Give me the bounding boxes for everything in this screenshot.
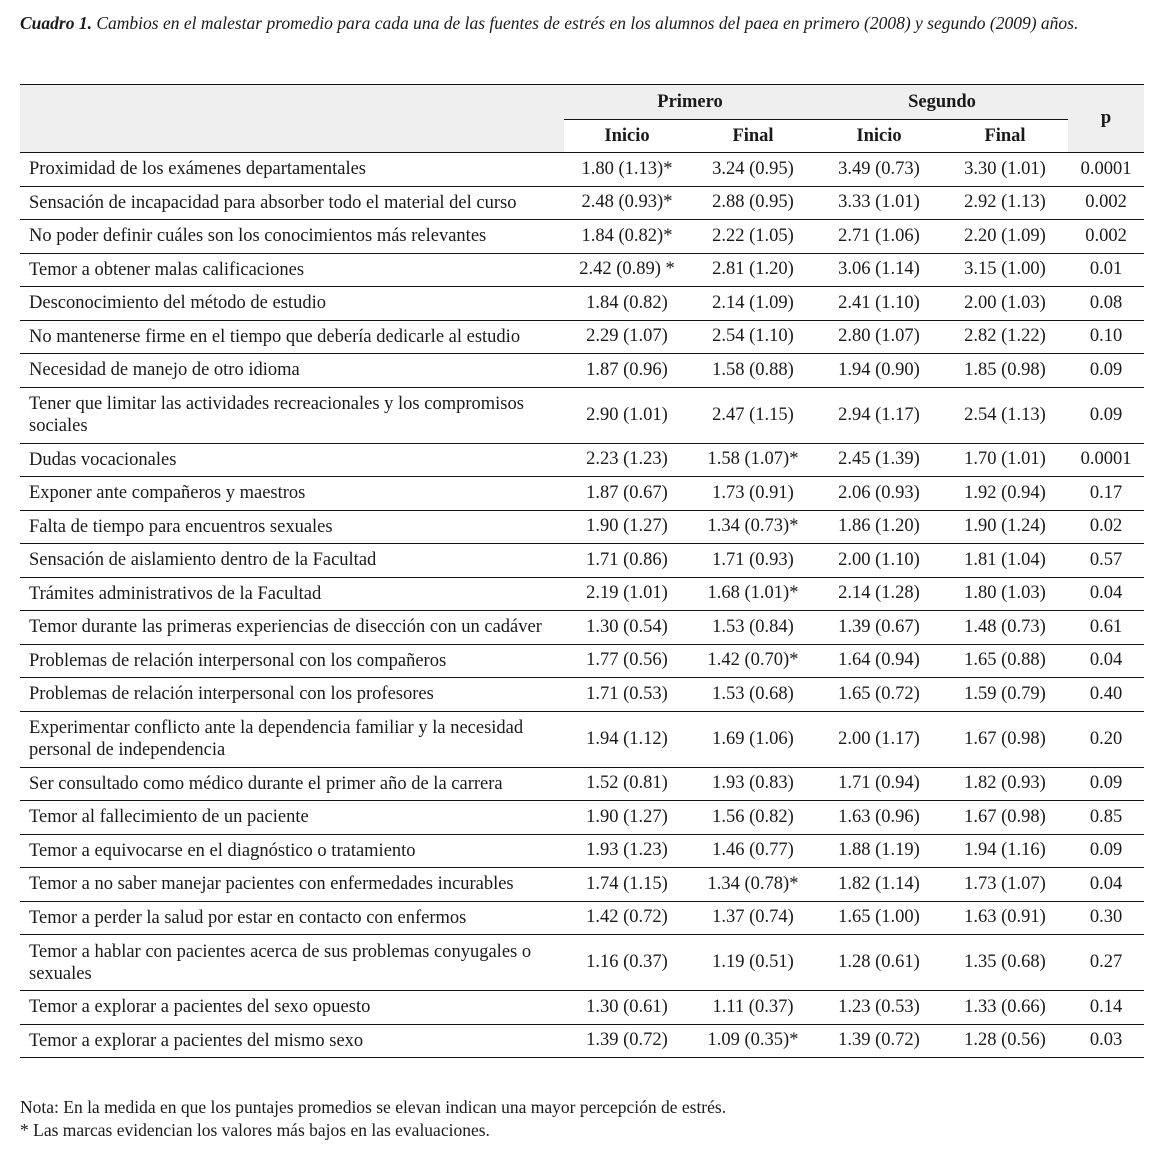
caption-text: Cambios en el malestar promedio para cada una de las fuentes de estrés en los alumnos del paea en primero (2008) y segundo (2009) años. (96, 13, 1079, 33)
cell-p-value: 0.02 (1068, 510, 1144, 544)
cell-primero-inicio: 2.29 (1.07) (564, 320, 690, 354)
table-row (20, 767, 1144, 801)
cell-primero-inicio: 1.84 (0.82)* (564, 220, 690, 254)
cell-segundo-inicio: 1.64 (0.94) (816, 644, 942, 678)
cell-segundo-inicio: 1.94 (0.90) (816, 354, 942, 388)
cell-segundo-final: 1.81 (1.04) (942, 544, 1068, 578)
cell-segundo-inicio: 1.39 (0.67) (816, 611, 942, 645)
row-label: Temor a hablar con pacientes acerca de sus problemas conyugales o sexuales (20, 935, 564, 991)
cell-p-value: 0.04 (1068, 644, 1144, 678)
cell-segundo-inicio: 3.33 (1.01) (816, 186, 942, 220)
table-row (20, 577, 1144, 611)
table-row (20, 544, 1144, 578)
cell-primero-final: 1.73 (0.91) (690, 477, 816, 511)
cell-p-value: 0.03 (1068, 1024, 1144, 1058)
cell-primero-final: 1.42 (0.70)* (690, 644, 816, 678)
cell-p-value: 0.09 (1068, 834, 1144, 868)
cell-segundo-final: 1.90 (1.24) (942, 510, 1068, 544)
cell-primero-inicio: 1.16 (0.37) (564, 935, 690, 991)
row-label: Falta de tiempo para encuentros sexuales (20, 510, 564, 544)
cell-p-value: 0.61 (1068, 611, 1144, 645)
table-row (20, 354, 1144, 388)
table-row (20, 901, 1144, 935)
header-blank (20, 85, 564, 153)
row-label: Ser consultado como médico durante el primer año de la carrera (20, 767, 564, 801)
cell-primero-inicio: 1.87 (0.96) (564, 354, 690, 388)
row-label: Temor a explorar a pacientes del mismo sexo (20, 1024, 564, 1058)
cell-p-value: 0.85 (1068, 801, 1144, 835)
cell-primero-inicio: 1.84 (0.82) (564, 287, 690, 321)
cell-primero-final: 1.34 (0.78)* (690, 868, 816, 902)
cell-segundo-final: 1.63 (0.91) (942, 901, 1068, 935)
cell-primero-inicio: 1.71 (0.53) (564, 678, 690, 712)
cell-segundo-inicio: 2.00 (1.17) (816, 711, 942, 767)
cell-segundo-inicio: 2.94 (1.17) (816, 387, 942, 443)
header-primero-final: Final (690, 120, 816, 153)
cell-segundo-final: 3.30 (1.01) (942, 153, 1068, 187)
cell-p-value: 0.17 (1068, 477, 1144, 511)
table-row (20, 477, 1144, 511)
cell-primero-final: 1.58 (0.88) (690, 354, 816, 388)
note-explanation: Nota: En la medida en que los puntajes promedios se elevan indican una mayor percepción de estrés. (20, 1097, 727, 1117)
cell-primero-inicio: 1.87 (0.67) (564, 477, 690, 511)
cell-primero-inicio: 2.48 (0.93)* (564, 186, 690, 220)
table-row (20, 443, 1144, 477)
cell-primero-final: 1.09 (0.35)* (690, 1024, 816, 1058)
cell-primero-final: 1.53 (0.68) (690, 678, 816, 712)
cell-p-value: 0.09 (1068, 387, 1144, 443)
cell-p-value: 0.01 (1068, 253, 1144, 287)
cell-primero-final: 2.54 (1.10) (690, 320, 816, 354)
cell-segundo-inicio: 2.80 (1.07) (816, 320, 942, 354)
cell-segundo-inicio: 1.63 (0.96) (816, 801, 942, 835)
cell-primero-final: 1.11 (0.37) (690, 991, 816, 1025)
cell-primero-final: 1.34 (0.73)* (690, 510, 816, 544)
table-row (20, 387, 1144, 443)
cell-primero-inicio: 2.42 (0.89) * (564, 253, 690, 287)
cell-segundo-final: 3.15 (1.00) (942, 253, 1068, 287)
cell-primero-inicio: 1.80 (1.13)* (564, 153, 690, 187)
table-row (20, 868, 1144, 902)
table-row (20, 834, 1144, 868)
row-label: No mantenerse firme en el tiempo que debería dedicarle al estudio (20, 320, 564, 354)
cell-segundo-inicio: 1.23 (0.53) (816, 991, 942, 1025)
cell-primero-inicio: 2.90 (1.01) (564, 387, 690, 443)
cell-segundo-final: 1.59 (0.79) (942, 678, 1068, 712)
cell-segundo-final: 1.48 (0.73) (942, 611, 1068, 645)
cell-primero-inicio: 2.19 (1.01) (564, 577, 690, 611)
cell-primero-inicio: 1.39 (0.72) (564, 1024, 690, 1058)
row-label: Sensación de incapacidad para absorber todo el material del curso (20, 186, 564, 220)
table-row (20, 801, 1144, 835)
row-label: Temor a no saber manejar pacientes con enfermedades incurables (20, 868, 564, 902)
table-row (20, 991, 1144, 1025)
cell-p-value: 0.002 (1068, 186, 1144, 220)
caption-label: Cuadro 1. (20, 13, 92, 33)
stress-sources-table (20, 84, 1144, 1058)
table-row (20, 644, 1144, 678)
cell-primero-final: 1.46 (0.77) (690, 834, 816, 868)
cell-primero-final: 2.81 (1.20) (690, 253, 816, 287)
cell-primero-inicio: 1.90 (1.27) (564, 510, 690, 544)
header-segundo-final: Final (942, 120, 1068, 153)
table-row (20, 611, 1144, 645)
cell-segundo-final: 1.94 (1.16) (942, 834, 1068, 868)
cell-primero-final: 2.47 (1.15) (690, 387, 816, 443)
table-row (20, 711, 1144, 767)
cell-primero-final: 1.56 (0.82) (690, 801, 816, 835)
cell-segundo-final: 1.92 (0.94) (942, 477, 1068, 511)
cell-segundo-final: 1.33 (0.66) (942, 991, 1068, 1025)
cell-primero-inicio: 1.30 (0.54) (564, 611, 690, 645)
cell-p-value: 0.04 (1068, 868, 1144, 902)
cell-segundo-final: 1.28 (0.56) (942, 1024, 1068, 1058)
row-label: Temor al fallecimiento de un paciente (20, 801, 564, 835)
cell-primero-inicio: 1.94 (1.12) (564, 711, 690, 767)
row-label: No poder definir cuáles son los conocimientos más relevantes (20, 220, 564, 254)
cell-primero-inicio: 1.93 (1.23) (564, 834, 690, 868)
row-label: Sensación de aislamiento dentro de la Facultad (20, 544, 564, 578)
cell-segundo-final: 2.20 (1.09) (942, 220, 1068, 254)
row-label: Trámites administrativos de la Facultad (20, 577, 564, 611)
cell-segundo-inicio: 2.00 (1.10) (816, 544, 942, 578)
cell-primero-final: 1.19 (0.51) (690, 935, 816, 991)
table-caption (20, 12, 1150, 35)
header-primero-inicio: Inicio (564, 120, 690, 153)
row-label: Temor durante las primeras experiencias de disección con un cadáver (20, 611, 564, 645)
cell-p-value: 0.20 (1068, 711, 1144, 767)
cell-segundo-final: 1.35 (0.68) (942, 935, 1068, 991)
cell-p-value: 0.09 (1068, 354, 1144, 388)
row-label: Temor a perder la salud por estar en contacto con enfermos (20, 901, 564, 935)
cell-segundo-final: 1.85 (0.98) (942, 354, 1068, 388)
cell-primero-final: 3.24 (0.95) (690, 153, 816, 187)
cell-segundo-inicio: 3.49 (0.73) (816, 153, 942, 187)
header-group-segundo: Segundo (816, 85, 1068, 120)
cell-primero-final: 1.71 (0.93) (690, 544, 816, 578)
row-label: Problemas de relación interpersonal con los profesores (20, 678, 564, 712)
cell-primero-final: 1.93 (0.83) (690, 767, 816, 801)
table-row (20, 186, 1144, 220)
cell-p-value: 0.10 (1068, 320, 1144, 354)
row-label: Tener que limitar las actividades recreacionales y los compromisos sociales (20, 387, 564, 443)
header-group-primero: Primero (564, 85, 816, 120)
row-label: Problemas de relación interpersonal con los compañeros (20, 644, 564, 678)
row-label: Desconocimiento del método de estudio (20, 287, 564, 321)
table-notes (20, 1096, 1120, 1142)
row-label: Temor a equivocarse en el diagnóstico o tratamiento (20, 834, 564, 868)
cell-p-value: 0.09 (1068, 767, 1144, 801)
cell-p-value: 0.0001 (1068, 153, 1144, 187)
cell-primero-final: 1.68 (1.01)* (690, 577, 816, 611)
row-label: Necesidad de manejo de otro idioma (20, 354, 564, 388)
cell-segundo-final: 1.67 (0.98) (942, 711, 1068, 767)
cell-p-value: 0.04 (1068, 577, 1144, 611)
table-header (20, 85, 1144, 153)
cell-segundo-final: 1.80 (1.03) (942, 577, 1068, 611)
cell-segundo-final: 2.82 (1.22) (942, 320, 1068, 354)
cell-segundo-inicio: 1.82 (1.14) (816, 868, 942, 902)
cell-primero-final: 1.69 (1.06) (690, 711, 816, 767)
cell-segundo-final: 1.82 (0.93) (942, 767, 1068, 801)
cell-p-value: 0.08 (1068, 287, 1144, 321)
cell-segundo-inicio: 1.88 (1.19) (816, 834, 942, 868)
cell-p-value: 0.40 (1068, 678, 1144, 712)
cell-primero-inicio: 2.23 (1.23) (564, 443, 690, 477)
cell-segundo-final: 2.54 (1.13) (942, 387, 1068, 443)
row-label: Proximidad de los exámenes departamentales (20, 153, 564, 187)
table-row (20, 220, 1144, 254)
cell-primero-inicio: 1.52 (0.81) (564, 767, 690, 801)
cell-segundo-inicio: 1.86 (1.20) (816, 510, 942, 544)
cell-segundo-inicio: 2.71 (1.06) (816, 220, 942, 254)
cell-primero-final: 1.58 (1.07)* (690, 443, 816, 477)
cell-segundo-inicio: 1.65 (0.72) (816, 678, 942, 712)
cell-segundo-final: 1.67 (0.98) (942, 801, 1068, 835)
cell-segundo-final: 1.73 (1.07) (942, 868, 1068, 902)
cell-segundo-final: 1.65 (0.88) (942, 644, 1068, 678)
table-row (20, 287, 1144, 321)
row-label: Exponer ante compañeros y maestros (20, 477, 564, 511)
cell-segundo-inicio: 2.45 (1.39) (816, 443, 942, 477)
cell-primero-final: 2.22 (1.05) (690, 220, 816, 254)
header-p: p (1068, 85, 1144, 153)
cell-p-value: 0.30 (1068, 901, 1144, 935)
cell-primero-inicio: 1.42 (0.72) (564, 901, 690, 935)
table-row (20, 320, 1144, 354)
cell-primero-final: 2.88 (0.95) (690, 186, 816, 220)
table-body (20, 153, 1144, 1058)
cell-segundo-inicio: 1.28 (0.61) (816, 935, 942, 991)
header-segundo-inicio: Inicio (816, 120, 942, 153)
table-row (20, 253, 1144, 287)
cell-primero-inicio: 1.90 (1.27) (564, 801, 690, 835)
note-asterisk: * Las marcas evidencian los valores más bajos en las evaluaciones. (20, 1120, 490, 1140)
cell-segundo-inicio: 3.06 (1.14) (816, 253, 942, 287)
table-row (20, 510, 1144, 544)
row-label: Temor a obtener malas calificaciones (20, 253, 564, 287)
cell-p-value: 0.14 (1068, 991, 1144, 1025)
cell-primero-inicio: 1.30 (0.61) (564, 991, 690, 1025)
cell-segundo-final: 1.70 (1.01) (942, 443, 1068, 477)
cell-primero-inicio: 1.74 (1.15) (564, 868, 690, 902)
table-row (20, 153, 1144, 187)
table-row (20, 678, 1144, 712)
cell-p-value: 0.57 (1068, 544, 1144, 578)
cell-p-value: 0.0001 (1068, 443, 1144, 477)
cell-primero-inicio: 1.77 (0.56) (564, 644, 690, 678)
row-label: Dudas vocacionales (20, 443, 564, 477)
cell-p-value: 0.002 (1068, 220, 1144, 254)
row-label: Temor a explorar a pacientes del sexo opuesto (20, 991, 564, 1025)
table-row (20, 1024, 1144, 1058)
cell-segundo-inicio: 2.14 (1.28) (816, 577, 942, 611)
cell-primero-inicio: 1.71 (0.86) (564, 544, 690, 578)
cell-segundo-inicio: 1.71 (0.94) (816, 767, 942, 801)
cell-segundo-final: 2.00 (1.03) (942, 287, 1068, 321)
cell-segundo-inicio: 2.06 (0.93) (816, 477, 942, 511)
cell-segundo-inicio: 1.65 (1.00) (816, 901, 942, 935)
cell-primero-final: 1.37 (0.74) (690, 901, 816, 935)
cell-primero-final: 1.53 (0.84) (690, 611, 816, 645)
cell-p-value: 0.27 (1068, 935, 1144, 991)
cell-primero-final: 2.14 (1.09) (690, 287, 816, 321)
table-row (20, 935, 1144, 991)
cell-segundo-inicio: 1.39 (0.72) (816, 1024, 942, 1058)
row-label: Experimentar conflicto ante la dependencia familiar y la necesidad personal de independencia (20, 711, 564, 767)
cell-segundo-final: 2.92 (1.13) (942, 186, 1068, 220)
cell-segundo-inicio: 2.41 (1.10) (816, 287, 942, 321)
